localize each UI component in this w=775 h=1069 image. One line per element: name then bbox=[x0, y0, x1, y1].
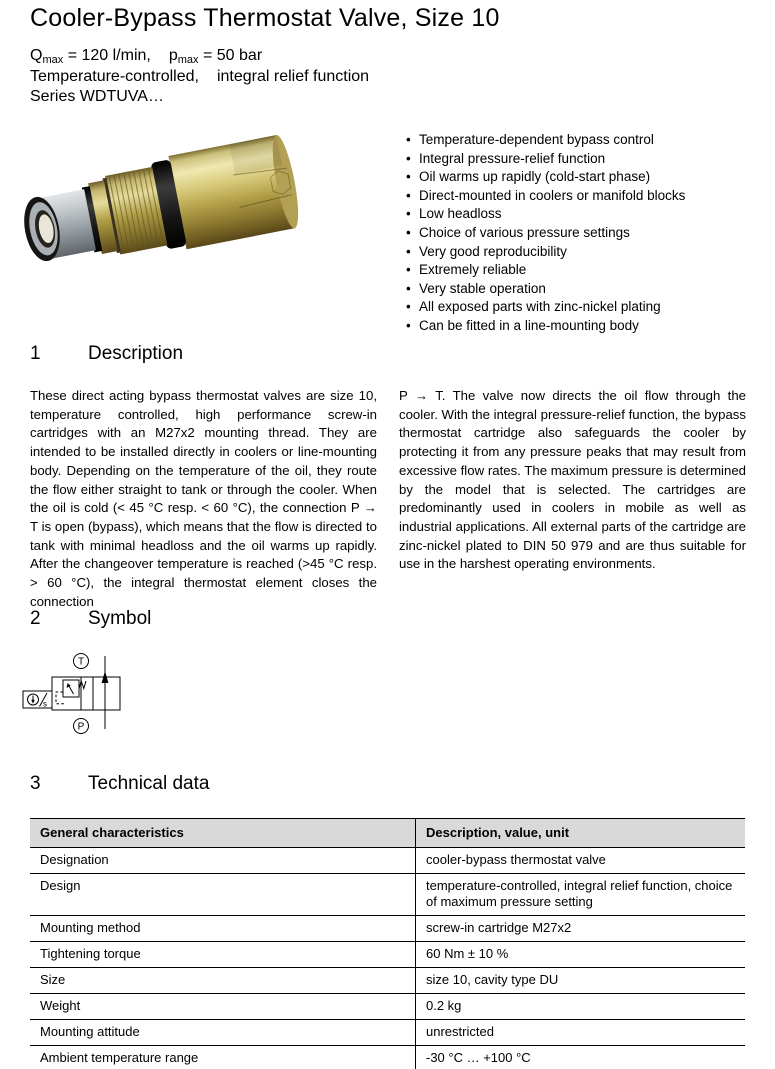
product-photo bbox=[12, 120, 312, 320]
section-title: Description bbox=[88, 343, 184, 364]
p-subscript: max bbox=[177, 54, 199, 66]
table-row bbox=[30, 916, 745, 942]
feature-item: • Very stable operation bbox=[406, 280, 754, 299]
row-value: size 10, cavity type DU bbox=[416, 968, 746, 994]
feature-item: • Very good reproducibility bbox=[406, 243, 754, 262]
table-row bbox=[30, 1020, 745, 1046]
table-row bbox=[30, 942, 745, 968]
section-heading-description bbox=[30, 343, 183, 365]
row-label: Mounting attitude bbox=[30, 1020, 416, 1046]
row-label: Size bbox=[30, 968, 416, 994]
row-value: temperature-controlled, integral relief function, choice of maximum pressure setting bbox=[416, 874, 746, 916]
q-subscript: max bbox=[42, 54, 64, 66]
port-t-label: T bbox=[77, 656, 85, 668]
section-number: 3 bbox=[30, 773, 41, 794]
row-label: Designation bbox=[30, 848, 416, 874]
technical-data-table bbox=[30, 818, 745, 1069]
spec-block bbox=[30, 46, 369, 107]
q-symbol: Q bbox=[30, 47, 43, 64]
row-label: Mounting method bbox=[30, 916, 416, 942]
description-column-left: These direct acting bypass thermostat valves are size 10, temperature controlled, high performance screw-in cartridges with an M27x2 mounting thread. They are intended to be installed directly in coolers or line-mounting body. Depending on the temperature of the oil, they route the flow either straight to tank or through the cooler. When the oil is cold (< 45 °C resp. < 60 °C), the connection P → T is open (bypass), which means that the flow is directed to tank with minimal headloss and the oil warms up rapidly. After the changeover temperature is reached (>45 °C resp. > 60 °C), the integral thermostat element closes the connection bbox=[30, 388, 377, 609]
row-value: 0.2 kg bbox=[416, 994, 746, 1020]
table-header-characteristics: General characteristics bbox=[30, 819, 416, 848]
page-title: Cooler-Bypass Thermostat Valve, Size 10 bbox=[30, 4, 500, 32]
row-label: Weight bbox=[30, 994, 416, 1020]
feature-item: • Integral pressure-relief function bbox=[406, 150, 754, 169]
table-row bbox=[30, 1046, 745, 1069]
feature-item: • Low headloss bbox=[406, 205, 754, 224]
table-header-description: Description, value, unit bbox=[416, 819, 746, 848]
p-symbol: p bbox=[168, 47, 178, 64]
q-value: = 120 l/min, bbox=[67, 47, 151, 64]
row-value: -30 °C … +100 °C bbox=[416, 1046, 746, 1069]
description-columns bbox=[30, 387, 746, 611]
series-line: Series WDTUVA… bbox=[30, 88, 164, 105]
spring-icon bbox=[79, 681, 86, 689]
table-row bbox=[30, 994, 745, 1020]
row-value: cooler-bypass thermostat valve bbox=[416, 848, 746, 874]
description-column-right: P → T. The valve now directs the oil flow through the cooler. With the integral pressure-relief function, the bypass thermostat cartridge also safeguards the cooler by protecting it from any pressure peaks that may result from excessive flow rates. The maximum pressure is determined by the model that is selected. The cartridges are predominantly used in coolers in mobile as well as industrial applications. All external parts of the cartridge are zinc-nickel plated to DIN 50 979 and are thus suitable for use in the harshest operating environments. bbox=[399, 388, 746, 572]
table-row bbox=[30, 874, 745, 916]
section-title: Technical data bbox=[88, 773, 210, 794]
table-row bbox=[30, 968, 745, 994]
feature-item: • Can be fitted in a line-mounting body bbox=[406, 317, 754, 336]
row-label: Ambient temperature range bbox=[30, 1046, 416, 1069]
subtitle-line: Temperature-controlled, integral relief function bbox=[30, 68, 370, 85]
row-label: Tightening torque bbox=[30, 942, 416, 968]
sensor-label: s bbox=[43, 699, 47, 709]
section-number: 2 bbox=[30, 608, 41, 629]
section-title: Symbol bbox=[88, 608, 152, 629]
feature-list bbox=[406, 131, 754, 336]
feature-item: • Extremely reliable bbox=[406, 261, 754, 280]
section-heading-symbol bbox=[30, 608, 151, 630]
feature-item: • Oil warms up rapidly (cold-start phase) bbox=[406, 168, 754, 187]
feature-item: • Choice of various pressure settings bbox=[406, 224, 754, 243]
p-value: = 50 bar bbox=[202, 47, 263, 64]
section-heading-technical-data bbox=[30, 773, 209, 795]
feature-item: • All exposed parts with zinc-nickel plating bbox=[406, 298, 754, 317]
hydraulic-symbol bbox=[18, 645, 138, 745]
row-label: Design bbox=[30, 874, 416, 916]
row-value: screw-in cartridge M27x2 bbox=[416, 916, 746, 942]
feature-item: • Direct-mounted in coolers or manifold blocks bbox=[406, 187, 754, 206]
spec-line bbox=[30, 46, 369, 67]
section-number: 1 bbox=[30, 343, 41, 364]
row-value: unrestricted bbox=[416, 1020, 746, 1046]
row-value: 60 Nm ± 10 % bbox=[416, 942, 746, 968]
relief-valve-icon bbox=[63, 680, 79, 697]
table-header-row bbox=[30, 819, 745, 848]
port-p-label: P bbox=[77, 721, 85, 733]
table-row bbox=[30, 848, 745, 874]
feature-item: • Temperature-dependent bypass control bbox=[406, 131, 754, 150]
